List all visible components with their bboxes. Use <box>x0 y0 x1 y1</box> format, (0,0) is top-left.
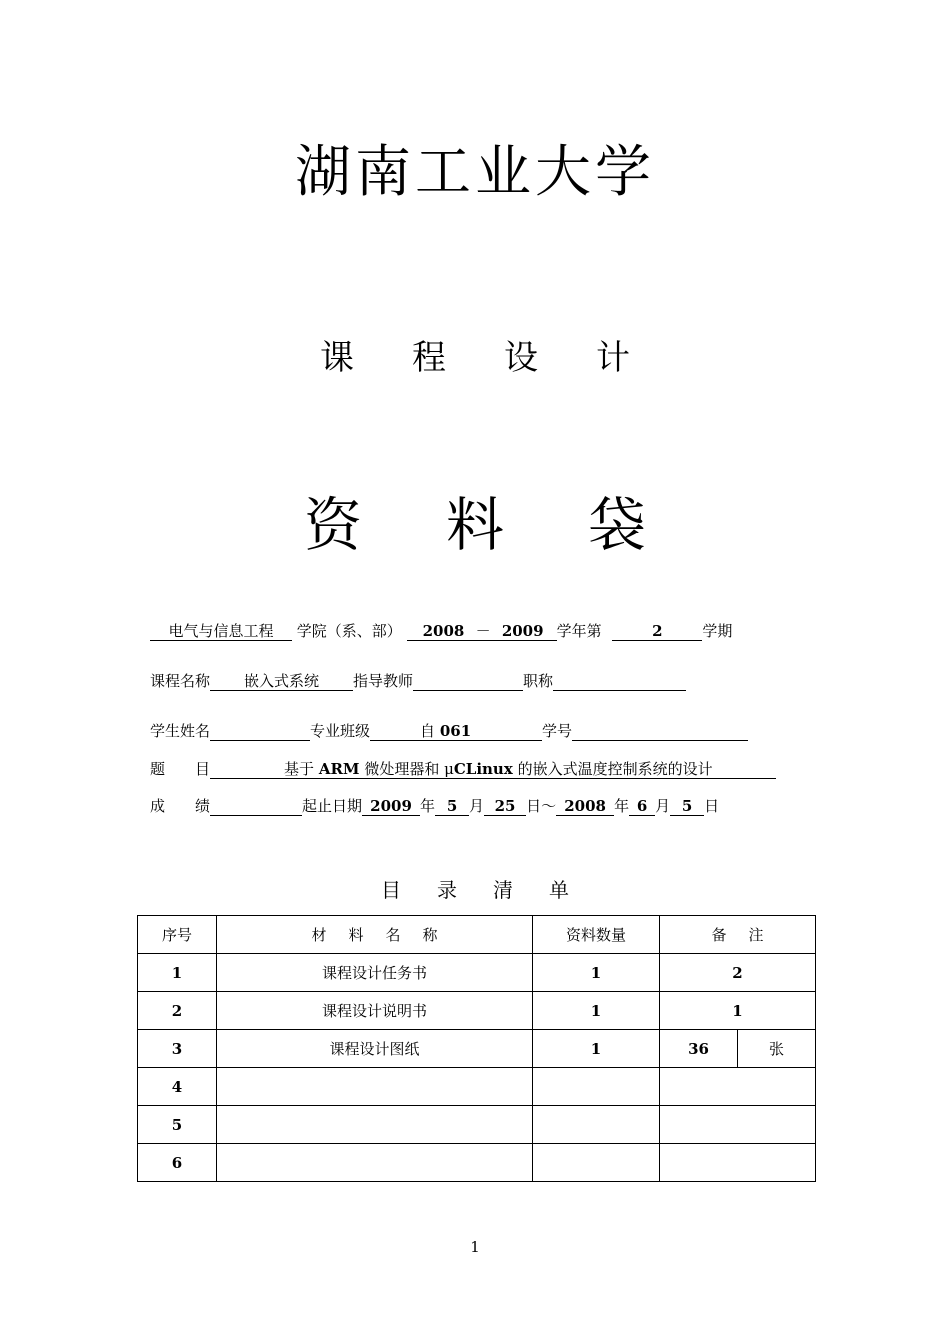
toc-table <box>137 915 816 1182</box>
start-month-field: 5 <box>435 798 469 816</box>
semester-field: 2 <box>612 623 702 641</box>
class-label: 专业班级 <box>310 722 371 740</box>
start-year-field: 2009 <box>362 798 420 816</box>
day-char: 日 <box>704 797 720 815</box>
teacher-label: 指导教师 <box>353 672 414 690</box>
row-count <box>533 1106 660 1144</box>
heading-char: 程 <box>412 338 446 378</box>
table-row <box>138 954 816 992</box>
course-field: 嵌入式系统 <box>210 673 353 691</box>
header-char: 注 <box>748 926 764 944</box>
year-start: 2008 <box>422 622 465 640</box>
year-end: 2009 <box>501 622 544 640</box>
start-day-field: 25 <box>484 798 526 816</box>
heading-char: 设 <box>504 338 538 378</box>
row-count <box>533 1144 660 1182</box>
topic-label: 题 目 <box>150 760 211 778</box>
row-name: 课程设计图纸 <box>217 1030 533 1068</box>
table-row <box>138 1068 816 1106</box>
topic-text: ARM <box>318 760 360 778</box>
topic-field <box>210 761 776 779</box>
row-note <box>660 1106 816 1144</box>
topic-text: 的嵌入式温度控制系统的设计 <box>517 760 713 778</box>
row-index: 1 <box>138 954 217 992</box>
student-id-label: 学号 <box>542 722 573 740</box>
row-note <box>660 1144 816 1182</box>
row-count: 1 <box>533 992 660 1030</box>
header-name <box>217 916 533 954</box>
tilde: ～ <box>541 797 557 815</box>
end-year-field: 2008 <box>556 798 614 816</box>
student-label: 学生姓名 <box>150 722 211 740</box>
month-char: 月 <box>469 797 485 815</box>
row-name: 课程设计任务书 <box>217 954 533 992</box>
row-index: 3 <box>138 1030 217 1068</box>
teacher-field <box>413 673 523 691</box>
toc-title <box>0 874 950 903</box>
class-value: 061 <box>439 722 472 740</box>
row-note: 1 <box>660 992 816 1030</box>
header-char: 料 <box>348 926 364 944</box>
course-design-heading <box>0 330 950 379</box>
row-note: 36 <box>660 1030 738 1068</box>
row-index: 5 <box>138 1106 217 1144</box>
row-count: 1 <box>533 954 660 992</box>
row-note: 2 <box>660 954 816 992</box>
college-line <box>150 620 732 641</box>
topic-text: 微处理器和 μ <box>364 760 454 778</box>
college-label: 学院（系、部） <box>296 622 402 640</box>
topic-line <box>150 758 776 779</box>
row-index: 6 <box>138 1144 217 1182</box>
class-prefix: 自 <box>420 722 436 740</box>
table-row <box>138 1030 816 1068</box>
year-char: 年 <box>614 797 630 815</box>
row-index: 2 <box>138 992 217 1030</box>
heading-char: 袋 <box>588 491 647 559</box>
table-row <box>138 1106 816 1144</box>
date-label: 起止日期 <box>302 797 363 815</box>
student-field <box>210 723 310 741</box>
header-char: 称 <box>422 926 438 944</box>
row-count: 1 <box>533 1030 660 1068</box>
table-header-row <box>138 916 816 954</box>
header-index: 序号 <box>138 916 217 954</box>
header-char: 名 <box>385 926 401 944</box>
year-char: 年 <box>420 797 436 815</box>
month-char: 月 <box>655 797 671 815</box>
rank-field <box>553 673 686 691</box>
heading-char: 料 <box>445 491 504 559</box>
row-index: 4 <box>138 1068 217 1106</box>
row-count <box>533 1068 660 1106</box>
page-number: 1 <box>470 1238 480 1256</box>
header-count: 资料数量 <box>533 916 660 954</box>
rank-label: 职称 <box>523 672 554 690</box>
header-char: 备 <box>711 926 727 944</box>
year-dash: － <box>475 622 491 640</box>
day-char: 日 <box>526 797 542 815</box>
table-row <box>138 992 816 1030</box>
header-note <box>660 916 816 954</box>
academic-year-field <box>407 623 557 641</box>
semester-label: 学期 <box>702 622 733 640</box>
toc-title-char: 清 <box>493 878 513 902</box>
end-month-field: 6 <box>629 798 655 816</box>
row-name <box>217 1106 533 1144</box>
header-char: 材 <box>311 926 327 944</box>
course-label: 课程名称 <box>150 672 211 690</box>
university-title: 湖南工业大学 <box>295 140 655 205</box>
toc-title-char: 目 <box>381 878 401 902</box>
row-name: 课程设计说明书 <box>217 992 533 1030</box>
class-field <box>370 723 542 741</box>
row-name <box>217 1144 533 1182</box>
row-note <box>660 1068 816 1106</box>
toc-title-char: 单 <box>549 878 569 902</box>
heading-char: 计 <box>596 338 630 378</box>
material-bag-heading <box>0 478 950 562</box>
student-id-field <box>572 723 748 741</box>
course-line <box>150 670 686 691</box>
row-note-unit: 张 <box>738 1030 816 1068</box>
student-line <box>150 720 748 741</box>
grade-label: 成 绩 <box>150 797 211 815</box>
topic-text: CLinux <box>453 760 513 778</box>
year-label: 学年第 <box>556 622 602 640</box>
row-name <box>217 1068 533 1106</box>
end-day-field: 5 <box>670 798 704 816</box>
heading-char: 课 <box>320 338 354 378</box>
table-row <box>138 1144 816 1182</box>
topic-text: 基于 <box>284 760 315 778</box>
grade-date-line <box>150 795 719 816</box>
college-field: 电气与信息工程 <box>150 623 292 641</box>
toc-title-char: 录 <box>437 878 457 902</box>
grade-field <box>210 798 302 816</box>
heading-char: 资 <box>303 491 362 559</box>
